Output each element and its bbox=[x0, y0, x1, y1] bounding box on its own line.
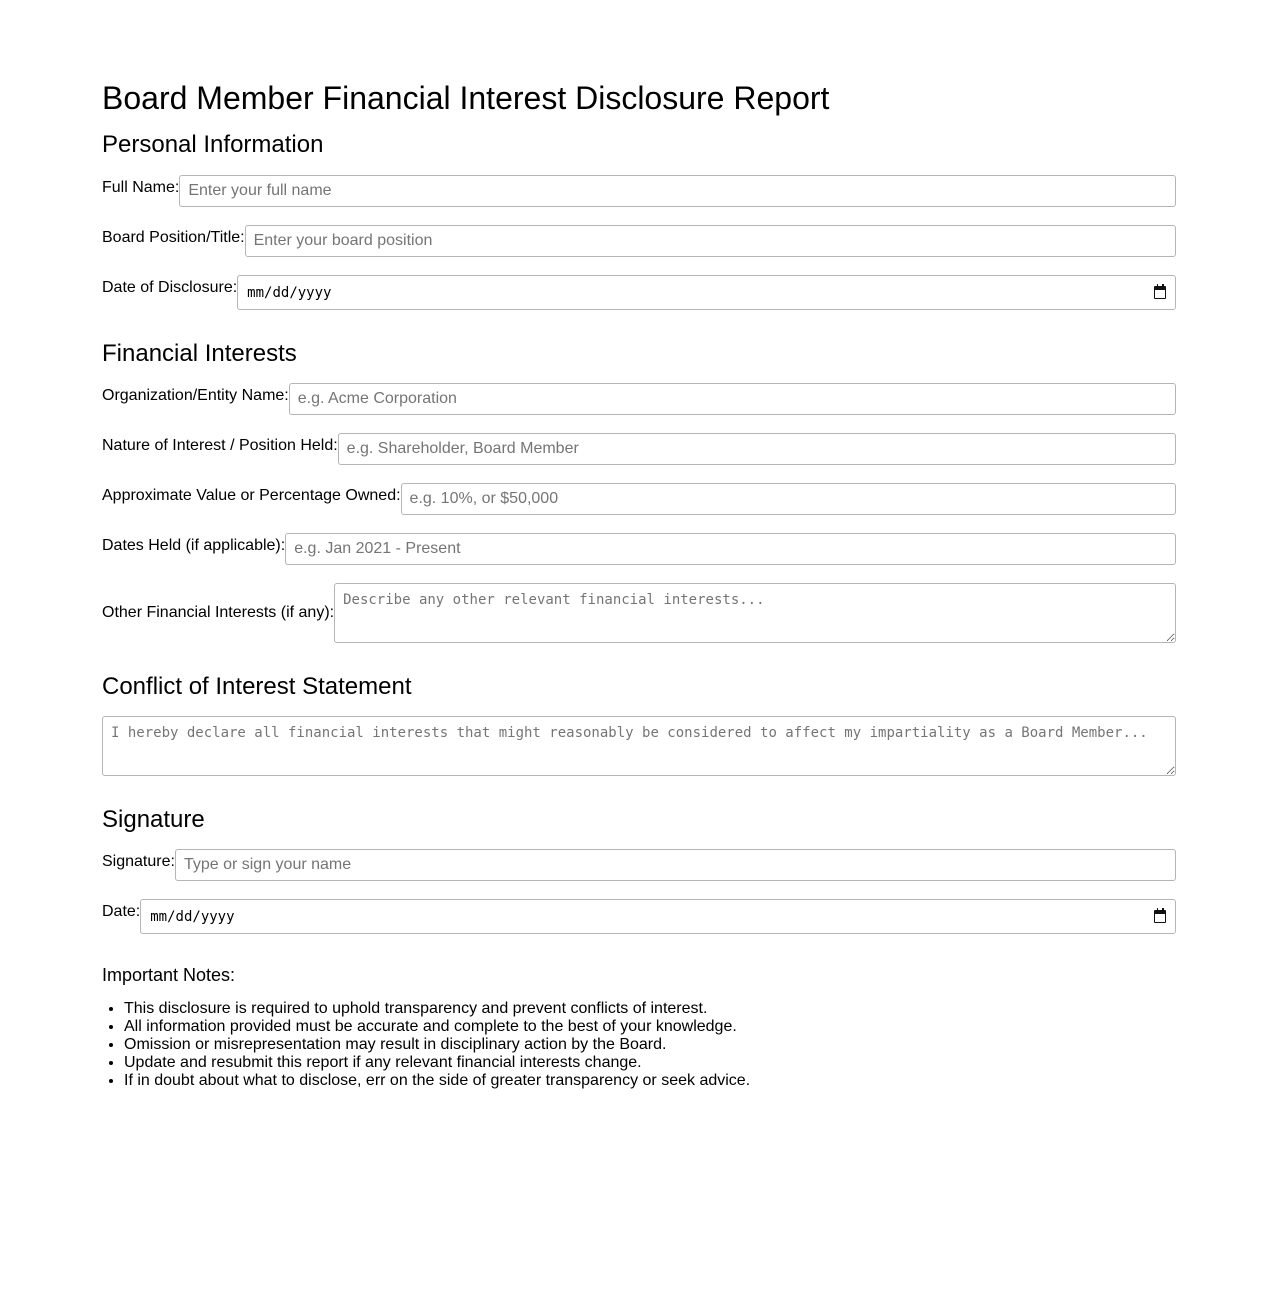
notes-heading: Important Notes: bbox=[102, 965, 236, 985]
nature-of-interest-label: Nature of Interest / Position Held: bbox=[102, 437, 338, 454]
value-owned-input[interactable] bbox=[401, 483, 1176, 515]
full-name-row bbox=[102, 175, 1176, 207]
organization-input[interactable] bbox=[289, 383, 1176, 415]
list-item: • If in doubt about what to disclose, err on the side of greater transparency or seek advice. bbox=[124, 1072, 750, 1090]
other-interests-row bbox=[102, 583, 1176, 643]
nature-of-interest-input[interactable] bbox=[338, 433, 1176, 465]
value-owned-row bbox=[102, 483, 1176, 515]
signature-date-value: mm/dd/yyyy bbox=[150, 908, 235, 925]
page-title: Board Member Financial Interest Disclosure Report bbox=[102, 80, 830, 116]
board-position-label: Board Position/Title: bbox=[102, 229, 245, 246]
list-item: • This disclosure is required to uphold transparency and prevent conflicts of interest. bbox=[124, 1000, 750, 1018]
list-item: • All information provided must be accurate and complete to the best of your knowledge. bbox=[124, 1018, 750, 1036]
organization-row bbox=[102, 383, 1176, 415]
organization-label: Organization/Entity Name: bbox=[102, 387, 289, 404]
full-name-label: Full Name: bbox=[102, 179, 180, 196]
nature-of-interest-row bbox=[102, 433, 1176, 465]
signature-input[interactable] bbox=[175, 849, 1176, 881]
section-heading-personal: Personal Information bbox=[102, 131, 324, 158]
board-position-row bbox=[102, 225, 1176, 257]
signature-date-input[interactable] bbox=[140, 899, 1176, 934]
list-item: • Update and resubmit this report if any relevant financial interests change. bbox=[124, 1054, 750, 1072]
disclosure-date-row bbox=[102, 275, 1176, 310]
notes-list bbox=[102, 1000, 750, 1090]
conflict-statement-textarea[interactable] bbox=[102, 716, 1176, 776]
value-owned-label: Approximate Value or Percentage Owned: bbox=[102, 487, 401, 504]
other-interests-label: Other Financial Interests (if any): bbox=[102, 604, 335, 621]
full-name-input[interactable] bbox=[179, 175, 1176, 207]
dates-held-input[interactable] bbox=[285, 533, 1176, 565]
other-interests-textarea[interactable] bbox=[334, 583, 1176, 643]
calendar-icon[interactable] bbox=[1154, 910, 1166, 923]
disclosure-date-value: mm/dd/yyyy bbox=[247, 284, 332, 301]
disclosure-date-input[interactable] bbox=[237, 275, 1176, 310]
signature-date-label: Date: bbox=[102, 903, 141, 920]
signature-label: Signature: bbox=[102, 853, 175, 870]
section-heading-conflict: Conflict of Interest Statement bbox=[102, 673, 412, 700]
section-heading-signature: Signature bbox=[102, 806, 205, 833]
dates-held-row bbox=[102, 533, 1176, 565]
signature-date-row bbox=[102, 899, 1176, 934]
calendar-icon[interactable] bbox=[1154, 286, 1166, 299]
disclosure-date-label: Date of Disclosure: bbox=[102, 279, 238, 296]
section-heading-financial: Financial Interests bbox=[102, 340, 297, 367]
board-position-input[interactable] bbox=[245, 225, 1176, 257]
signature-row bbox=[102, 849, 1176, 881]
dates-held-label: Dates Held (if applicable): bbox=[102, 537, 286, 554]
list-item: • Omission or misrepresentation may result in disciplinary action by the Board. bbox=[124, 1036, 750, 1054]
